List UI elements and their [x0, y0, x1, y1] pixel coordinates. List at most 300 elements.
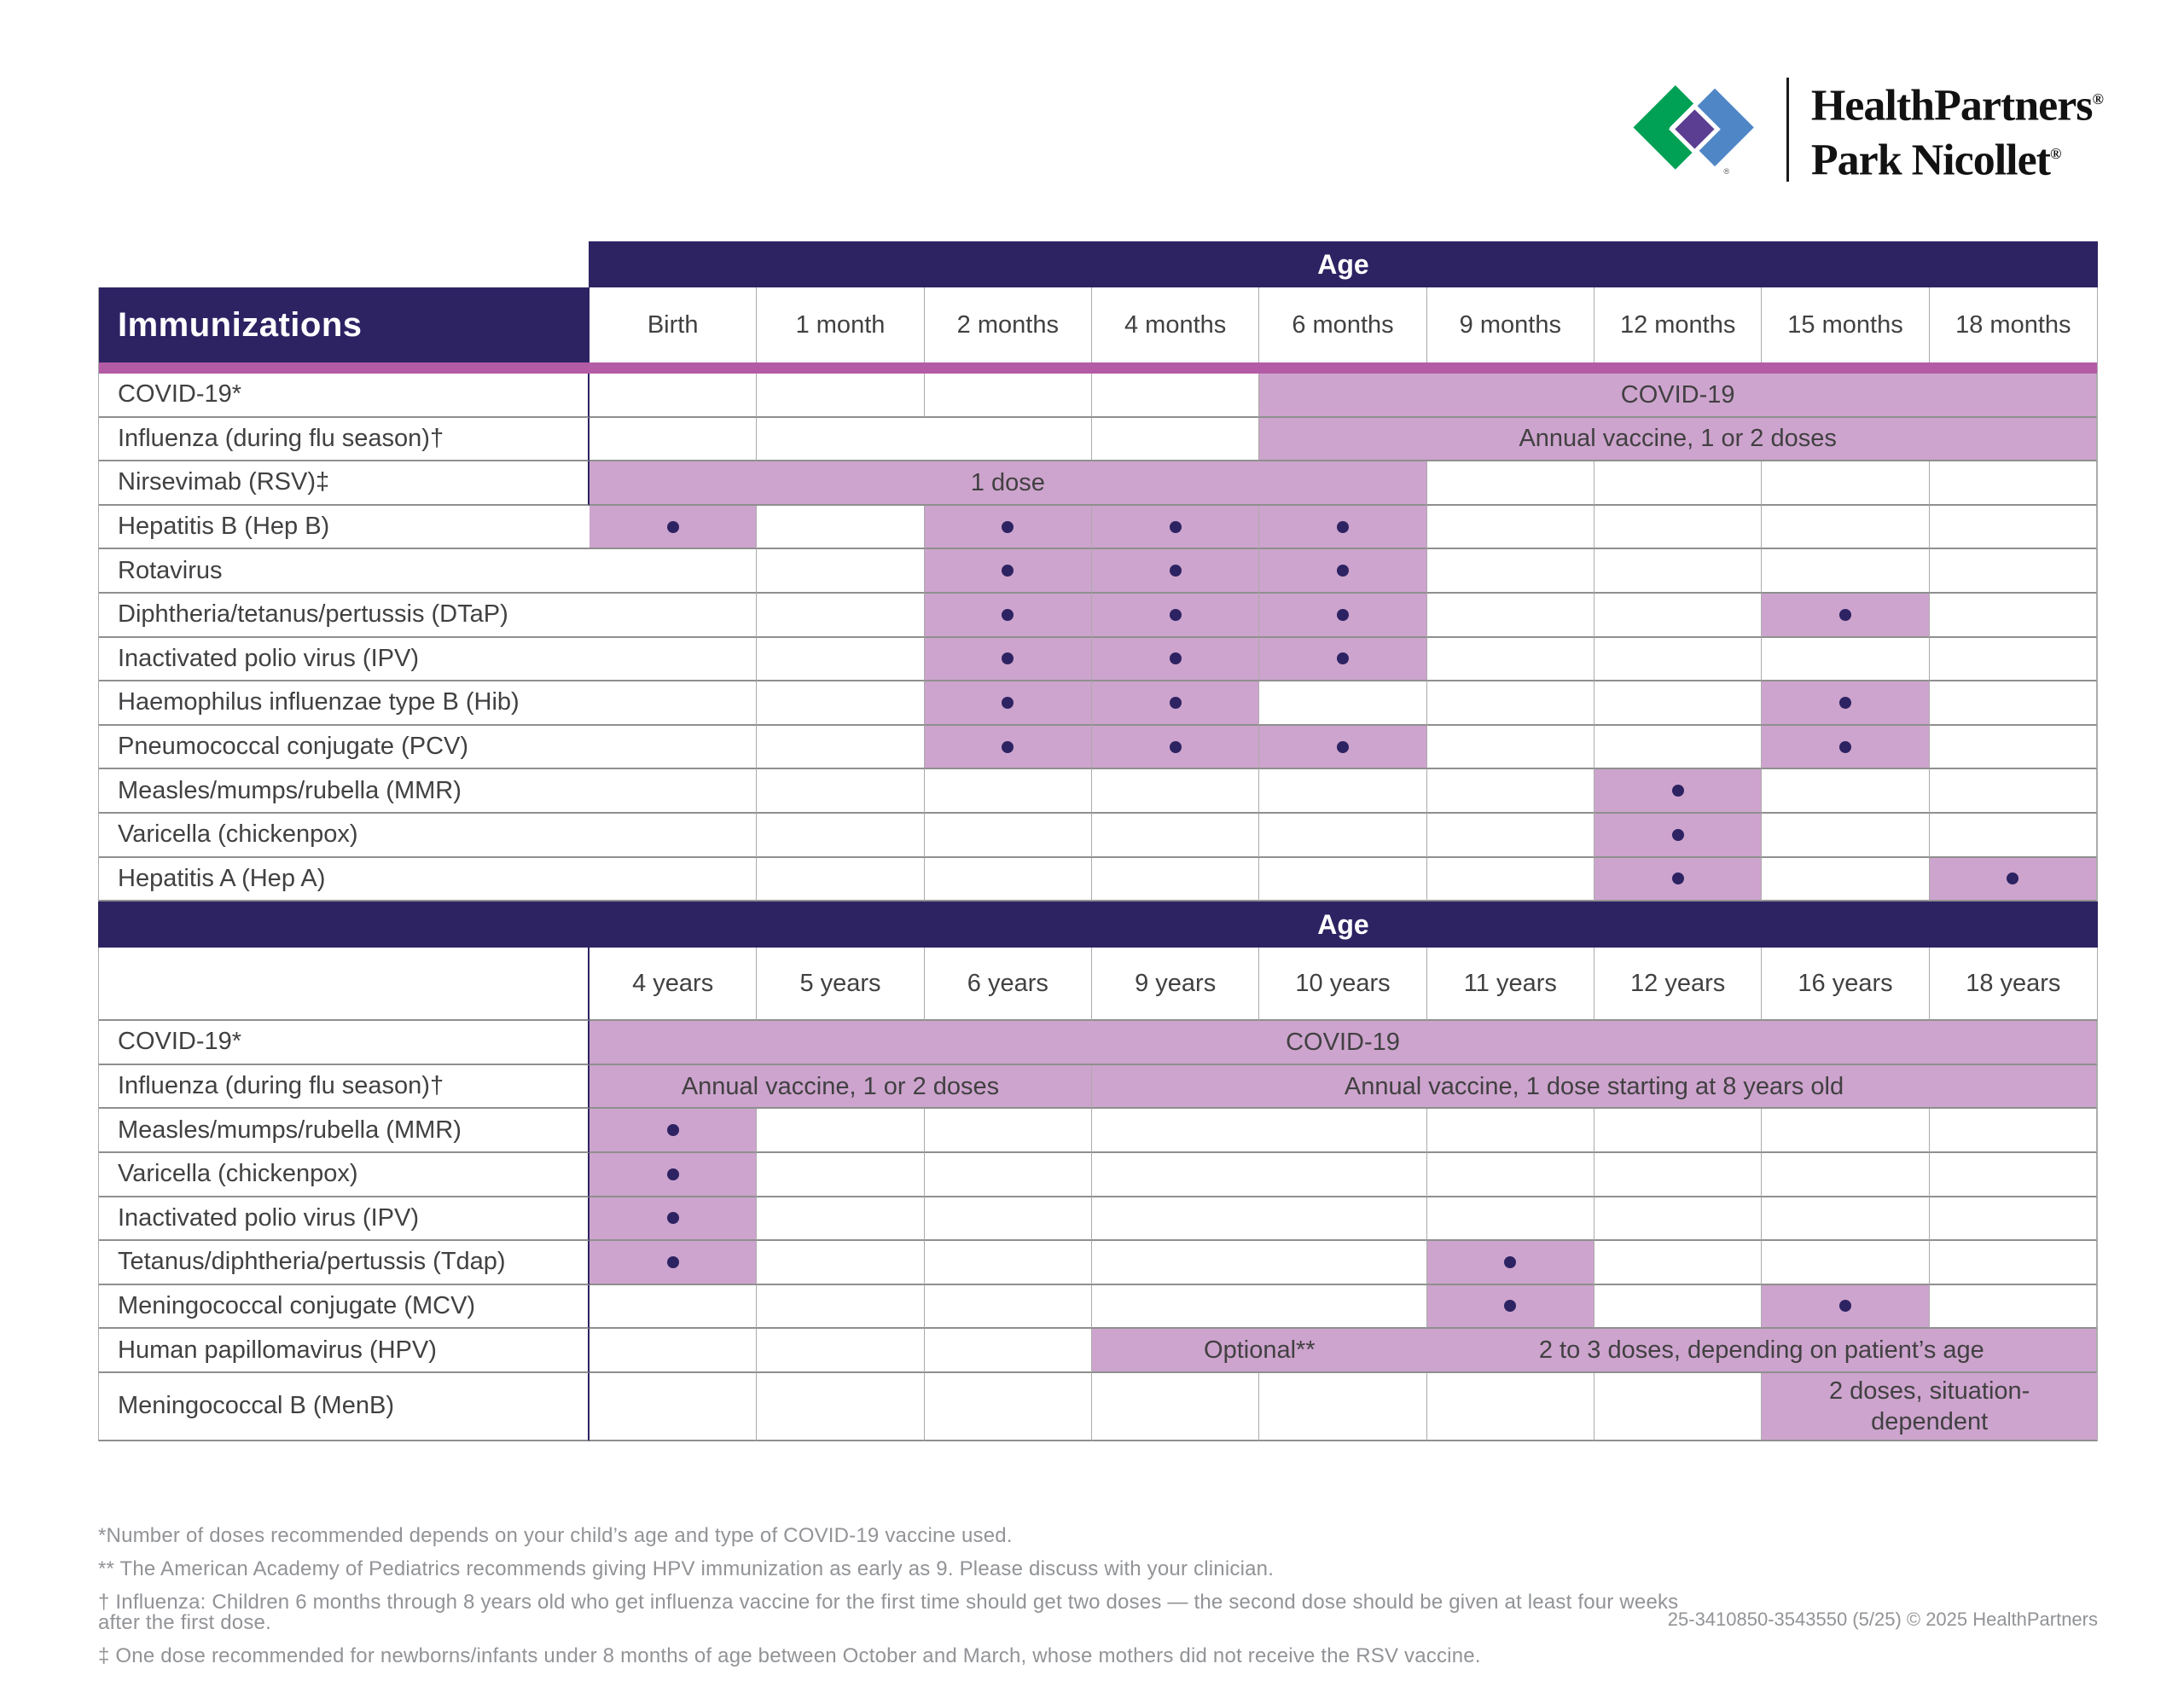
schedule-cell — [1427, 594, 1594, 638]
child-schedule-table — [98, 948, 2098, 1441]
schedule-cell — [1259, 594, 1426, 638]
schedule-cell — [1427, 1197, 1594, 1242]
dose-dot-icon — [667, 1256, 679, 1268]
schedule-cell — [1594, 638, 1762, 682]
footnote-rsv: ‡ One dose recommended for newborns/infants under 8 months of age between October and March, whose mothers did not receive the RSV vaccine. — [98, 1644, 1481, 1667]
brand-line2: Park Nicollet — [1810, 136, 2050, 185]
row-label — [99, 1153, 590, 1197]
schedule-cell — [1594, 1241, 1762, 1285]
schedule-cell — [1930, 769, 2097, 814]
schedule-cell — [1762, 1373, 2097, 1441]
schedule-cell — [1762, 506, 1929, 550]
schedule-cell — [590, 1065, 1092, 1110]
schedule-cell — [1092, 418, 1259, 462]
schedule-cell — [1259, 1285, 1426, 1330]
schedule-cell — [925, 769, 1092, 814]
footnotes — [98, 1526, 1719, 1679]
schedule-cell — [590, 769, 757, 814]
dose-dot-icon — [667, 1168, 679, 1180]
schedule-cell — [925, 681, 1092, 726]
table-corner-cell — [99, 948, 590, 1021]
dose-dot-icon — [1504, 1300, 1516, 1312]
schedule-cell — [1259, 506, 1426, 550]
dose-note: COVID-19 — [1620, 380, 1735, 409]
schedule-cell — [925, 594, 1092, 638]
schedule-cell — [590, 461, 1427, 506]
schedule-cell — [590, 418, 757, 462]
schedule-cell — [757, 1373, 924, 1441]
vaccine-name: Diphtheria/tetanus/pertussis (DTaP) — [118, 600, 508, 629]
schedule-cell — [1259, 549, 1426, 594]
vaccine-name: Meningococcal conjugate (MCV) — [118, 1291, 476, 1319]
schedule-cell — [1762, 594, 1929, 638]
dose-dot-icon — [1002, 565, 1014, 577]
column-header-label: 4 years — [632, 969, 714, 997]
column-header — [925, 287, 1092, 362]
dose-dot-icon — [1672, 872, 1684, 884]
row-label — [99, 726, 590, 770]
dose-note: 1 dose — [970, 468, 1045, 496]
dose-dot-icon — [1337, 741, 1349, 753]
vaccine-name: COVID-19* — [118, 380, 242, 409]
vaccine-name: Hepatitis B (Hep B) — [118, 513, 330, 541]
column-header — [1259, 948, 1426, 1021]
column-header — [1259, 287, 1426, 362]
schedule-cell — [757, 638, 924, 682]
dose-dot-icon — [1170, 521, 1182, 533]
column-header-label: 5 years — [799, 969, 881, 997]
row-label — [99, 769, 590, 814]
infant-schedule-table — [98, 287, 2098, 901]
column-header-label: 6 months — [1292, 310, 1394, 339]
schedule-cell — [590, 1285, 757, 1330]
schedule-cell — [1092, 1241, 1259, 1285]
schedule-cell — [1427, 814, 1594, 858]
dose-dot-icon — [1002, 652, 1014, 664]
row-label — [99, 638, 590, 682]
dose-dot-icon — [667, 1124, 679, 1136]
schedule-cell — [590, 549, 757, 594]
schedule-cell — [1594, 594, 1762, 638]
column-header-label: 12 years — [1630, 969, 1726, 997]
schedule-cell — [757, 726, 924, 770]
schedule-cell — [590, 1241, 757, 1285]
column-header — [1427, 948, 1594, 1021]
column-header — [1930, 287, 2097, 362]
column-header-label: 2 months — [956, 310, 1059, 339]
schedule-cell — [1762, 549, 1929, 594]
schedule-cell — [1259, 726, 1426, 770]
vaccine-name: Meningococcal B (MenB) — [118, 1392, 394, 1420]
column-header — [1092, 287, 1259, 362]
schedule-cell — [1930, 1109, 2097, 1153]
column-header — [1930, 948, 2097, 1021]
dose-dot-icon — [1337, 521, 1349, 533]
schedule-cell — [1930, 1153, 2097, 1197]
schedule-cell — [1762, 858, 1929, 902]
schedule-cell — [1594, 1373, 1762, 1441]
schedule-cell — [1762, 1109, 1929, 1153]
vaccine-name: Varicella (chickenpox) — [118, 1160, 358, 1188]
row-label — [99, 1109, 590, 1153]
column-header — [1762, 287, 1929, 362]
dose-dot-icon — [1672, 829, 1684, 841]
schedule-cell — [1427, 1153, 1594, 1197]
column-header-label: Birth — [647, 310, 699, 339]
schedule-cell — [1594, 726, 1762, 770]
schedule-cell — [1930, 858, 2097, 902]
schedule-cell — [757, 594, 924, 638]
schedule-cell — [1762, 1285, 1929, 1330]
dose-dot-icon — [1504, 1256, 1516, 1268]
schedule-cell — [1427, 1373, 1594, 1441]
schedule-cell — [1762, 726, 1929, 770]
schedule-cell — [1427, 638, 1594, 682]
dose-dot-icon — [1672, 785, 1684, 797]
column-header-label: 15 months — [1787, 310, 1903, 339]
schedule-cell — [1092, 1197, 1259, 1242]
schedule-cell — [1427, 726, 1594, 770]
schedule-cell — [757, 506, 924, 550]
brand-name — [1811, 75, 2104, 185]
schedule-cell — [1930, 461, 2097, 506]
footnote-covid: *Number of doses recommended depends on your child’s age and type of COVID-19 vaccine used. — [98, 1524, 1013, 1547]
row-label — [99, 461, 590, 506]
footnote-hpv: ** The American Academy of Pediatrics recommends giving HPV immunization as early as 9. Please discuss with your clinician. — [98, 1557, 1275, 1580]
age-header-label: Age — [1317, 248, 1369, 280]
schedule-cell — [925, 1285, 1092, 1330]
dose-note: 2 doses, situation-dependent — [1828, 1377, 2030, 1435]
schedule-cell — [1930, 726, 2097, 770]
row-label — [99, 374, 590, 418]
vaccine-name: Human papillomavirus (HPV) — [118, 1336, 437, 1364]
brand-line1: HealthPartners — [1810, 81, 2093, 130]
vaccine-name: Tetanus/diphtheria/pertussis (Tdap) — [118, 1248, 506, 1276]
dose-note: Annual vaccine, 1 dose starting at 8 years old — [1344, 1072, 1844, 1100]
vaccine-name: Rotavirus — [118, 556, 223, 584]
schedule-cell — [1092, 638, 1259, 682]
vaccine-name: Measles/mumps/rubella (MMR) — [118, 1116, 462, 1144]
column-header — [590, 948, 757, 1021]
schedule-cell — [1092, 1329, 1427, 1373]
table-corner-cell — [99, 287, 590, 362]
schedule-cell — [1762, 1197, 1929, 1242]
column-header — [757, 287, 924, 362]
column-header — [1092, 948, 1259, 1021]
column-header-label: 18 months — [1955, 310, 2071, 339]
dose-note: Annual vaccine, 1 or 2 doses — [681, 1072, 1000, 1100]
dose-note: COVID-19 — [1286, 1028, 1400, 1056]
dose-dot-icon — [1337, 652, 1349, 664]
dose-dot-icon — [1002, 609, 1014, 621]
schedule-cell — [1762, 1241, 1929, 1285]
column-header — [1427, 287, 1594, 362]
schedule-cell — [757, 1153, 924, 1197]
dose-dot-icon — [1337, 565, 1349, 577]
row-label — [99, 681, 590, 726]
schedule-cell — [1427, 506, 1594, 550]
schedule-cell — [590, 1153, 757, 1197]
vaccine-name: Nirsevimab (RSV)‡ — [118, 468, 330, 496]
schedule-cell — [1427, 1285, 1594, 1330]
vaccine-name: Influenza (during flu season)† — [118, 1072, 444, 1100]
schedule-cell — [1594, 1153, 1762, 1197]
schedule-cell — [925, 1373, 1092, 1441]
schedule-cell — [1594, 1285, 1762, 1330]
row-label — [99, 418, 590, 462]
column-header-label: 4 months — [1124, 310, 1227, 339]
schedule-cell — [1594, 681, 1762, 726]
schedule-cell — [1259, 1109, 1426, 1153]
age-header-bar-child — [98, 901, 2098, 948]
schedule-cell — [590, 506, 757, 550]
schedule-cell — [1092, 814, 1259, 858]
column-header — [1594, 948, 1762, 1021]
schedule-cell — [1427, 1241, 1594, 1285]
schedule-cell — [1092, 506, 1259, 550]
schedule-cell — [757, 1329, 924, 1373]
schedule-cell — [1762, 1153, 1929, 1197]
schedule-cell — [1092, 1285, 1259, 1330]
row-label — [99, 858, 590, 902]
schedule-cell — [1930, 549, 2097, 594]
vaccine-name: COVID-19* — [118, 1028, 242, 1056]
schedule-cell — [757, 1197, 924, 1242]
schedule-cell — [1594, 506, 1762, 550]
column-header — [590, 287, 757, 362]
schedule-cell — [757, 549, 924, 594]
row-label — [99, 1241, 590, 1285]
immunization-schedule — [98, 241, 2098, 1441]
schedule-cell — [757, 769, 924, 814]
schedule-cell — [1930, 1285, 2097, 1330]
row-label — [99, 1065, 590, 1110]
schedule-cell — [590, 814, 757, 858]
schedule-cell — [1930, 506, 2097, 550]
dose-dot-icon — [1002, 697, 1014, 709]
schedule-cell — [1762, 461, 1929, 506]
schedule-cell — [1259, 418, 2097, 462]
schedule-cell — [757, 1109, 924, 1153]
schedule-cell — [925, 814, 1092, 858]
vaccine-name: Hepatitis A (Hep A) — [118, 864, 326, 892]
row-label — [99, 814, 590, 858]
schedule-cell — [757, 1285, 924, 1330]
schedule-cell — [757, 814, 924, 858]
age-header-label: Age — [1317, 908, 1369, 940]
schedule-cell — [1427, 769, 1594, 814]
dose-dot-icon — [1839, 741, 1851, 753]
schedule-cell — [590, 858, 757, 902]
dose-dot-icon — [1002, 521, 1014, 533]
schedule-cell — [1594, 549, 1762, 594]
vaccine-name: Haemophilus influenzae type B (Hib) — [118, 688, 520, 716]
schedule-cell — [1259, 681, 1426, 726]
schedule-cell — [1594, 814, 1762, 858]
column-header-label: 18 years — [1966, 969, 2061, 997]
schedule-cell — [1259, 1373, 1426, 1441]
schedule-cell — [1092, 726, 1259, 770]
schedule-cell — [925, 1329, 1092, 1373]
column-header — [925, 948, 1092, 1021]
dose-dot-icon — [1337, 609, 1349, 621]
schedule-cell — [1930, 1241, 2097, 1285]
schedule-cell — [1594, 858, 1762, 902]
schedule-cell — [925, 1197, 1092, 1242]
logo-divider — [1786, 78, 1789, 182]
brand-logo — [1633, 75, 2104, 185]
schedule-cell — [1762, 769, 1929, 814]
schedule-cell — [925, 726, 1092, 770]
schedule-cell — [757, 1241, 924, 1285]
schedule-cell — [1092, 1109, 1259, 1153]
schedule-cell — [1259, 769, 1426, 814]
schedule-cell — [1092, 594, 1259, 638]
schedule-cell — [1594, 1109, 1762, 1153]
schedule-cell — [1930, 638, 2097, 682]
row-label — [99, 1329, 590, 1373]
registered-mark: ® — [2050, 145, 2062, 163]
dose-note: 2 to 3 doses, depending on patient’s age — [1538, 1336, 1984, 1365]
schedule-cell — [1092, 1373, 1259, 1441]
three-diamonds-icon — [1633, 84, 1761, 176]
schedule-cell — [590, 1329, 757, 1373]
schedule-cell — [1427, 1109, 1594, 1153]
schedule-cell — [1762, 681, 1929, 726]
schedule-cell — [1092, 681, 1259, 726]
dose-note: Optional** — [1204, 1336, 1316, 1365]
schedule-cell — [1259, 1197, 1426, 1242]
schedule-cell — [1092, 374, 1259, 418]
schedule-cell — [1930, 594, 2097, 638]
dose-dot-icon — [1839, 1300, 1851, 1312]
svg-text:®: ® — [1723, 167, 1730, 177]
schedule-cell — [1092, 1065, 2097, 1110]
schedule-cell — [925, 549, 1092, 594]
schedule-cell — [590, 374, 757, 418]
schedule-cell — [1594, 769, 1762, 814]
schedule-cell — [590, 1021, 2097, 1065]
schedule-cell — [590, 638, 757, 682]
footnote-influenza: † Influenza: Children 6 months through 8 years old who get influenza vaccine for the first time should get two doses — the second dose should be given at least four weeks after the first dose. — [98, 1591, 1679, 1634]
schedule-cell — [925, 1153, 1092, 1197]
dose-dot-icon — [1170, 697, 1182, 709]
schedule-cell — [1427, 549, 1594, 594]
schedule-cell — [1259, 814, 1426, 858]
schedule-cell — [1092, 769, 1259, 814]
schedule-cell — [1259, 858, 1426, 902]
column-header-label: 11 years — [1463, 969, 1557, 997]
schedule-cell — [925, 418, 1092, 462]
schedule-cell — [1259, 374, 2097, 418]
schedule-cell — [925, 1241, 1092, 1285]
row-label — [99, 1021, 590, 1065]
dose-dot-icon — [667, 521, 679, 533]
schedule-cell — [1092, 1153, 1259, 1197]
row-label — [99, 1373, 590, 1441]
row-label — [99, 1197, 590, 1242]
schedule-cell — [757, 374, 924, 418]
schedule-cell — [1259, 1153, 1426, 1197]
schedule-cell — [757, 418, 924, 462]
dose-dot-icon — [1170, 741, 1182, 753]
vaccine-name: Pneumococcal conjugate (PCV) — [118, 733, 469, 761]
column-header — [1594, 287, 1762, 362]
dose-dot-icon — [667, 1212, 679, 1224]
column-header-label: 9 months — [1459, 310, 1561, 339]
vaccine-name: Inactivated polio virus (IPV) — [118, 644, 419, 672]
schedule-cell — [1259, 1241, 1426, 1285]
schedule-cell — [925, 1109, 1092, 1153]
schedule-cell — [1762, 638, 1929, 682]
schedule-cell — [590, 726, 757, 770]
column-header — [1762, 948, 1929, 1021]
schedule-cell — [1427, 1329, 2097, 1373]
schedule-cell — [590, 681, 757, 726]
column-header-label: 1 month — [795, 310, 886, 339]
vaccine-name: Influenza (during flu season)† — [118, 424, 444, 452]
registered-mark: ® — [2092, 90, 2104, 107]
document-id-copyright: 25-3410850-3543550 (5/25) © 2025 HealthPartners — [1667, 1609, 2098, 1630]
dose-dot-icon — [1170, 609, 1182, 621]
schedule-cell — [1092, 858, 1259, 902]
column-header-label: 12 months — [1619, 310, 1736, 339]
row-label — [99, 594, 590, 638]
dose-note: Annual vaccine, 1 or 2 doses — [1519, 425, 1837, 453]
schedule-cell — [1259, 638, 1426, 682]
dose-dot-icon — [1170, 565, 1182, 577]
dose-dot-icon — [1839, 609, 1851, 621]
schedule-cell — [590, 1197, 757, 1242]
schedule-cell — [1427, 461, 1594, 506]
schedule-cell — [1427, 858, 1594, 902]
vaccine-name: Inactivated polio virus (IPV) — [118, 1203, 419, 1232]
schedule-cell — [1594, 461, 1762, 506]
column-header-label: 16 years — [1798, 969, 1893, 997]
row-label — [99, 1285, 590, 1330]
schedule-cell — [757, 858, 924, 902]
column-header — [757, 948, 924, 1021]
schedule-cell — [925, 638, 1092, 682]
column-header-label: 6 years — [967, 969, 1048, 997]
schedule-cell — [1762, 814, 1929, 858]
schedule-cell — [925, 374, 1092, 418]
schedule-cell — [1930, 814, 2097, 858]
schedule-cell — [1930, 681, 2097, 726]
immunizations-title: Immunizations — [118, 305, 363, 344]
schedule-cell — [925, 506, 1092, 550]
schedule-cell — [1594, 1197, 1762, 1242]
dose-dot-icon — [1170, 652, 1182, 664]
vaccine-name: Measles/mumps/rubella (MMR) — [118, 776, 462, 804]
schedule-cell — [757, 681, 924, 726]
schedule-cell — [590, 594, 757, 638]
vaccine-name: Varicella (chickenpox) — [118, 820, 358, 849]
schedule-cell — [590, 1373, 757, 1441]
row-label — [99, 549, 590, 594]
column-header-label: 10 years — [1295, 969, 1391, 997]
row-label — [99, 506, 590, 550]
dose-dot-icon — [1839, 697, 1851, 709]
schedule-cell — [1092, 549, 1259, 594]
column-header-label: 9 years — [1135, 969, 1217, 997]
dose-dot-icon — [1002, 741, 1014, 753]
age-header-bar-infant — [589, 241, 2098, 287]
schedule-cell — [1427, 681, 1594, 726]
header-accent-bar — [99, 362, 2097, 374]
dose-dot-icon — [2007, 872, 2018, 884]
schedule-cell — [925, 858, 1092, 902]
